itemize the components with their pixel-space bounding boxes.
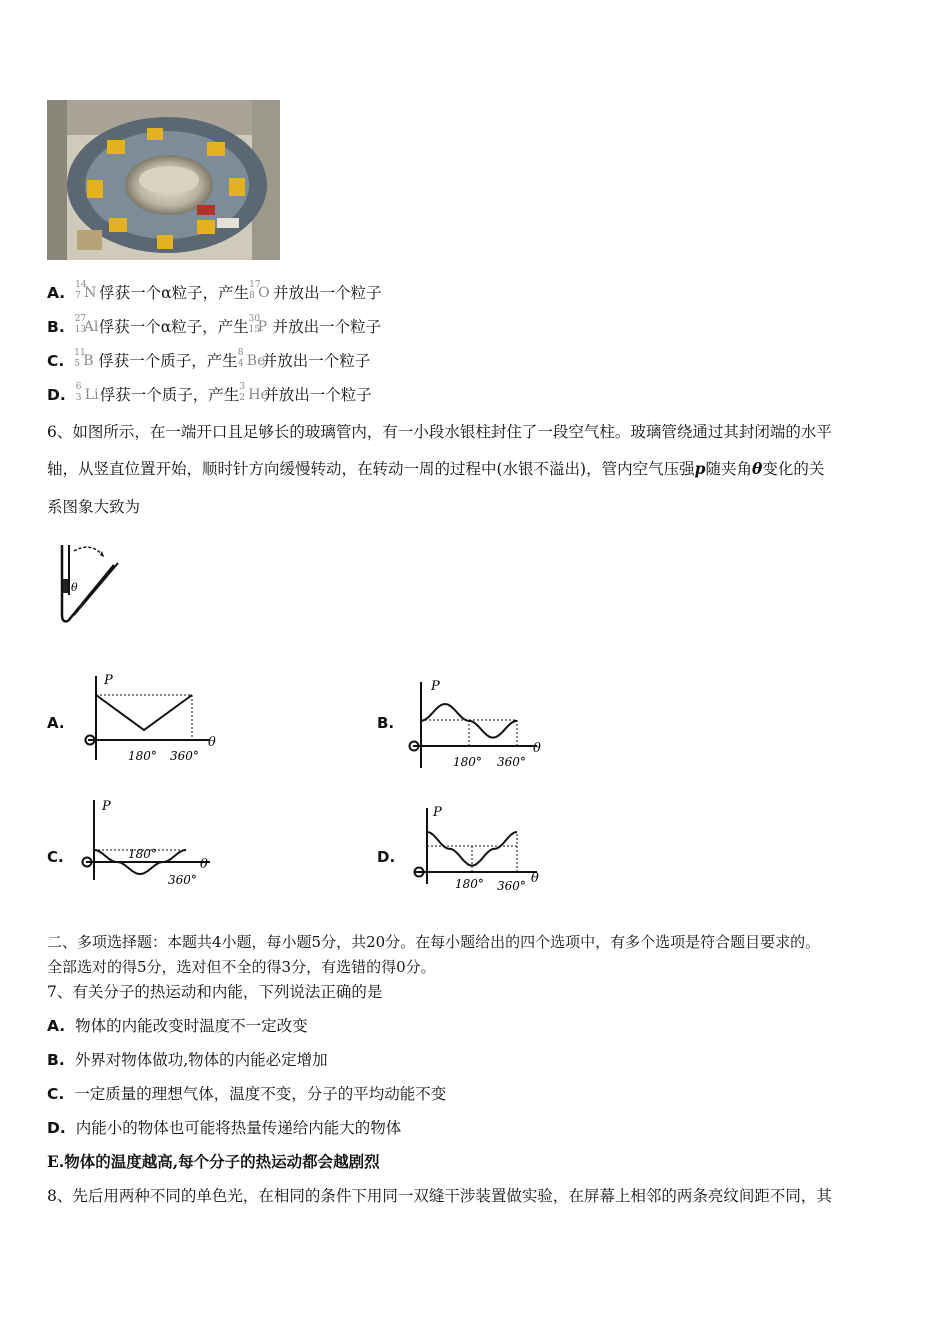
nucleus-be8: 8 4 Be <box>237 348 266 369</box>
chart-d-series <box>427 832 517 866</box>
q8-stem: 8、先后用两种不同的单色光，在相同的条件下用同一双缝干涉装置做实验，在屏幕上相邻的两条亮纹间距不同，其 <box>47 1187 832 1205</box>
chart-b-tick-180: 180° <box>453 755 482 769</box>
section2-line-1: 二、多项选择题：本题共4小题，每小题5分，共20分。在每小题给出的四个选项中，有多个选项是符合题目要求的。 <box>47 933 821 951</box>
chart-b-tick-360: 360° <box>497 755 526 769</box>
chart-b-p-label: P <box>431 679 440 694</box>
nucleus-o17: 17 8 O <box>249 280 270 301</box>
q7-option-a: A. 物体的内能改变时温度不一定改变 <box>47 1017 308 1035</box>
chart-d-label: D. <box>377 848 396 866</box>
chart-d-p-label: P <box>433 805 442 820</box>
q5-option-d: D. 6 3 Li 俘获一个质子，产生 3 2 He 并放出一个粒子 <box>47 382 372 404</box>
nucleus-he3: 3 2 He <box>239 382 269 403</box>
q5-option-c: C. 11 5 B 俘获一个质子，产生 8 4 Be 并放出一个粒子 <box>47 348 371 370</box>
tube-diagram <box>52 543 124 627</box>
chart-a-series <box>96 695 192 730</box>
nucleus-al27: 27 13 Al <box>74 314 99 335</box>
q5-option-a: A. 14 7 N 俘获一个α粒子，产生 17 8 O 并放出一个粒子 <box>47 280 382 302</box>
accelerator-photo <box>47 100 280 260</box>
tube-theta-label: θ <box>71 581 78 594</box>
chart-a-tick-360: 360° <box>170 749 199 763</box>
q7-option-e: E.物体的温度越高,每个分子的热运动都会越剧烈 <box>47 1152 380 1171</box>
chart-b-theta-label: θ <box>533 741 541 756</box>
q6-line-3: 系图象大致为 <box>47 498 141 516</box>
q7-stem: 7、有关分子的热运动和内能，下列说法正确的是 <box>47 983 383 1001</box>
chart-a-p-label: P <box>104 673 113 688</box>
chart-d-tick-360: 360° <box>497 879 526 893</box>
chart-c <box>78 796 228 896</box>
nucleus-n14: 14 7 N <box>75 280 97 301</box>
q6-line-2: 轴，从竖直位置开始，顺时针方向缓慢转动，在转动一周的过程中(水银不溢出)，管内空气压强p随夹角θ变化的关 <box>47 459 825 478</box>
chart-a-theta-label: θ <box>208 735 216 750</box>
q7-option-d: D. 内能小的物体也可能将热量传递给内能大的物体 <box>47 1119 402 1137</box>
chart-c-p-label: P <box>102 799 111 814</box>
chart-c-tick-360: 360° <box>168 873 197 887</box>
q6-line-1: 6、如图所示，在一端开口且足够长的玻璃管内，有一小段水银柱封住了一段空气柱。玻璃管绕通过其封闭端的水平 <box>47 423 832 441</box>
chart-c-tick-180: 180° <box>128 847 157 861</box>
nucleus-b11: 11 5 B <box>74 348 94 369</box>
chart-b-label: B. <box>377 714 395 732</box>
chart-b <box>405 678 555 778</box>
section2-line-2: 全部选对的得5分，选对但不全的得3分，有选错的得0分。 <box>47 958 436 976</box>
chart-a <box>80 670 230 770</box>
chart-c-label: C. <box>47 848 64 866</box>
q7-option-b: B. 外界对物体做功,物体的内能必定增加 <box>47 1051 328 1069</box>
q5-option-b: B. 27 13 Al 俘获一个α粒子，产生 30 15 P 并放出一个粒子 <box>47 314 382 336</box>
nucleus-p30: 30 15 P <box>248 314 268 335</box>
chart-d <box>405 804 555 904</box>
nucleus-li6: 6 3 Li <box>75 382 99 403</box>
q7-option-c: C. 一定质量的理想气体，温度不变，分子的平均动能不变 <box>47 1085 447 1103</box>
chart-a-tick-180: 180° <box>128 749 157 763</box>
chart-d-theta-label: θ <box>531 871 539 886</box>
chart-c-theta-label: θ <box>200 857 208 872</box>
chart-d-tick-180: 180° <box>455 877 484 891</box>
chart-a-label: A. <box>47 714 65 732</box>
